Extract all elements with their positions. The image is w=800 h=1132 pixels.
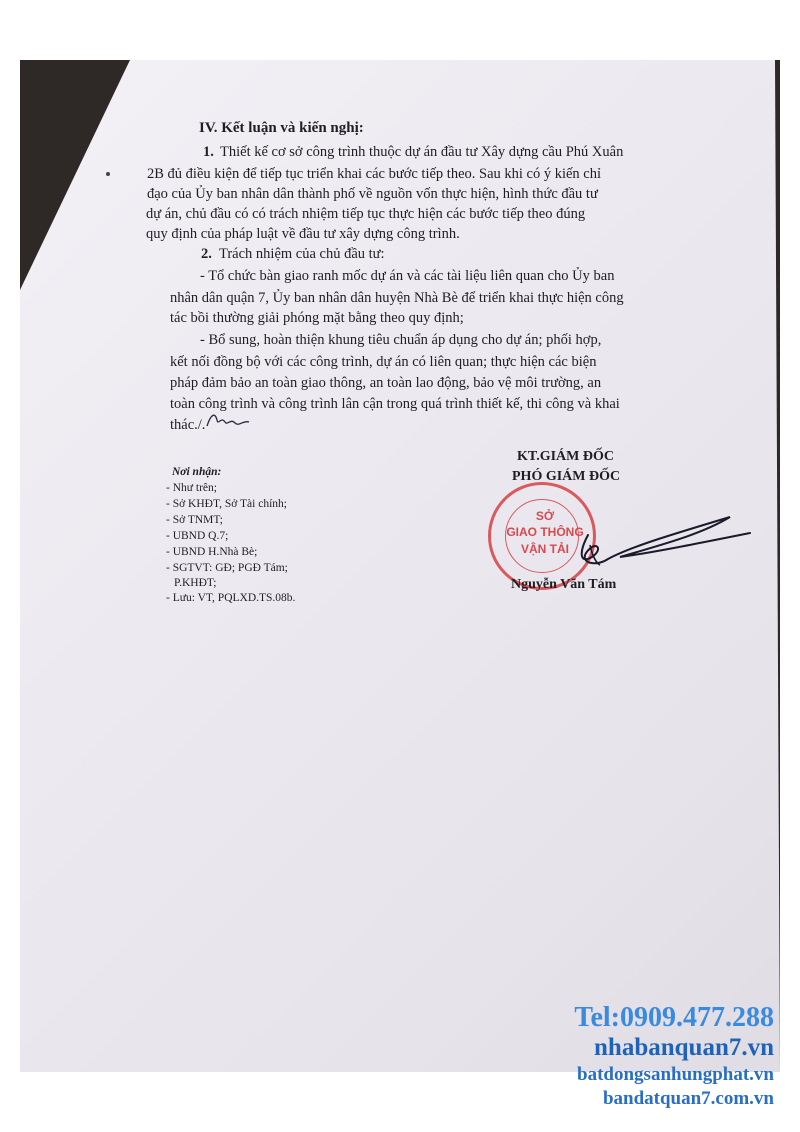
- recipient-item: P.KHĐT;: [174, 577, 217, 589]
- item1-number: 1.: [203, 144, 214, 160]
- watermark-site: nhabanquan7.vn: [594, 1034, 774, 1061]
- paper-mark: [106, 172, 110, 176]
- bullet1-line: - Tổ chức bàn giao ranh mốc dự án và các tài liệu liên quan cho Ủy ban: [200, 268, 615, 284]
- bullet2-line: pháp đảm bảo an toàn giao thông, an toàn lao động, bảo vệ môi trường, an: [170, 375, 602, 391]
- item1-line: Thiết kế cơ sở công trình thuộc dự án đầu tư Xây dựng cầu Phú Xuân: [220, 144, 624, 160]
- recipient-item: - UBND H.Nhà Bè;: [166, 546, 258, 558]
- initials-scribble: [205, 410, 251, 432]
- item2-number: 2.: [201, 246, 212, 262]
- signature-title: KT.GIÁM ĐỐC: [517, 449, 614, 464]
- item1-line: 2B đủ điều kiện để tiếp tục triển khai các bước tiếp theo. Sau khi có ý kiến chỉ: [147, 166, 602, 182]
- stamp-text: SỞ: [535, 509, 555, 523]
- recipient-item: - Sở KHĐT, Sở Tài chính;: [166, 498, 287, 510]
- watermark-site: batdongsanhungphat.vn: [577, 1064, 774, 1085]
- recipients-title: Nơi nhận:: [172, 466, 222, 478]
- stamp-text: VẬN TẢI: [521, 542, 569, 556]
- bullet2-line: toàn công trình và công trình lân cận trong quá trình thiết kế, thi công và khai: [170, 396, 620, 412]
- recipient-item: - Sở TNMT;: [166, 514, 223, 526]
- bullet2-line: - Bổ sung, hoàn thiện khung tiêu chuẩn áp dụng cho dự án; phối hợp,: [200, 332, 602, 348]
- bullet1-line: tác bồi thường giải phóng mặt bằng theo quy định;: [170, 310, 464, 326]
- watermark-site: bandatquan7.com.vn: [602, 1088, 774, 1109]
- stamp-text: GIAO THÔNG: [506, 525, 584, 539]
- bullet2-line: kết nối đồng bộ với các công trình, dự án có liên quan; thực hiện các biện: [170, 354, 597, 370]
- recipient-item: - Như trên;: [166, 482, 217, 494]
- recipient-item: - SGTVT: GĐ; PGĐ Tám;: [166, 562, 288, 574]
- bullet1-line: nhân dân quận 7, Ủy ban nhân dân huyện Nhà Bè để triển khai thực hiện công: [170, 290, 624, 306]
- item1-line: đạo của Ủy ban nhân dân thành phố về nguồn vốn thực hiện, hình thức đầu tư: [147, 186, 598, 202]
- section-heading: IV. Kết luận và kiến nghị:: [199, 120, 364, 136]
- item1-line: dự án, chủ đầu có có trách nhiệm tiếp tục thực hiện các bước tiếp theo đúng: [146, 206, 586, 222]
- signature-subtitle: PHÓ GIÁM ĐỐC: [512, 469, 621, 484]
- signer-name: Nguyễn Văn Tám: [511, 577, 617, 592]
- item2-title: Trách nhiệm của chủ đầu tư:: [219, 246, 385, 262]
- recipient-item: - UBND Q.7;: [166, 530, 229, 542]
- watermark-tel: Tel:0909.477.288: [574, 1002, 774, 1033]
- recipient-item: - Lưu: VT, PQLXD.TS.08b.: [166, 592, 296, 604]
- item1-line: quy định của pháp luật về đầu tư xây dựng công trình.: [146, 226, 460, 242]
- bullet2-line: thác./.: [170, 417, 206, 433]
